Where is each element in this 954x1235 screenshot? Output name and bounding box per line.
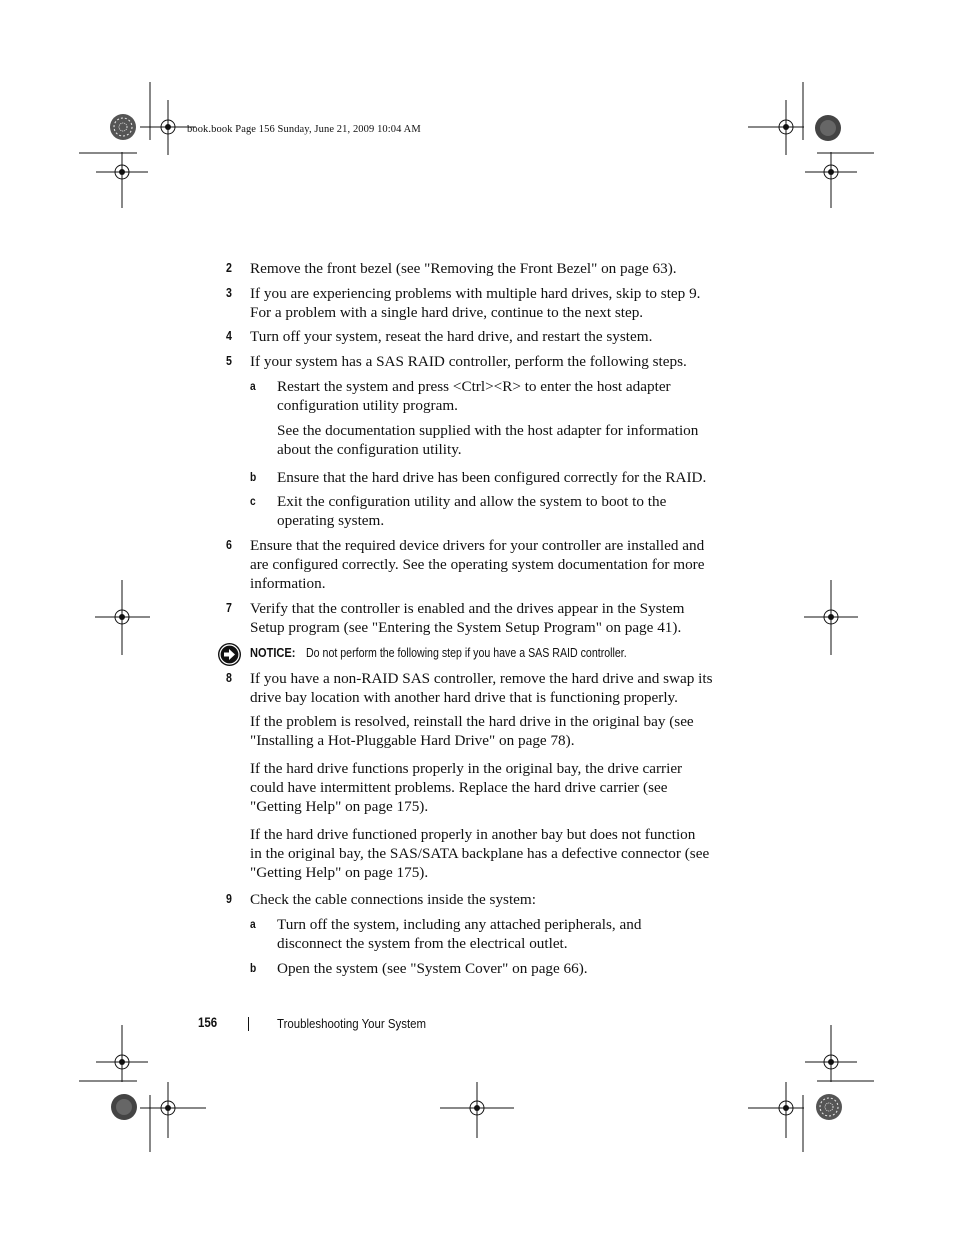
footer-divider	[248, 1017, 249, 1031]
page-number: 156	[198, 1015, 218, 1030]
substep-text-line: Turn off the system, including any attached peripherals, and	[277, 916, 642, 933]
paragraph-line: "Installing a Hot-Pluggable Hard Drive" on page 78).	[250, 732, 575, 749]
step-number: 8	[226, 671, 232, 685]
paragraph-line: could have intermittent problems. Replace the hard drive carrier (see	[250, 779, 668, 796]
step-8-paragraph	[250, 712, 720, 750]
step-text-line: Verify that the controller is enabled and the drives appear in the System	[250, 600, 685, 617]
step-text-line: If you have a non-RAID SAS controller, remove the hard drive and swap its	[250, 670, 713, 687]
step-number: 6	[226, 538, 232, 552]
step-text-line: Ensure that the required device drivers for your controller are installed and	[250, 537, 705, 554]
substep-text-line: disconnect the system from the electrical outlet.	[277, 935, 568, 952]
step-text-line: Setup program (see "Entering the System Setup Program" on page 41).	[250, 619, 682, 636]
step-text-line: drive bay location with another hard drive that is functioning properly.	[250, 689, 678, 706]
paragraph-line: If the hard drive functions properly in the original bay, the drive carrier	[250, 760, 683, 777]
step-text-line: Remove the front bezel (see "Removing the Front Bezel" on page 63).	[250, 260, 677, 277]
step-text-line: Check the cable connections inside the system:	[250, 891, 536, 908]
step-text-line: If you are experiencing problems with multiple hard drives, skip to step 9.	[250, 285, 701, 302]
notice-arrow-icon	[218, 643, 241, 666]
step-number: 3	[226, 286, 232, 300]
notice-box	[218, 643, 738, 667]
substep-text-line: configuration utility program.	[277, 397, 458, 414]
step-text-line: Turn off your system, reseat the hard drive, and restart the system.	[250, 328, 653, 345]
substep-letter: a	[250, 379, 256, 393]
step-8-paragraph	[250, 759, 720, 816]
paragraph-line: If the problem is resolved, reinstall the hard drive in the original bay (see	[250, 713, 694, 730]
substep-letter: b	[250, 470, 257, 484]
substep-5a-note	[277, 421, 727, 459]
paragraph-line: "Getting Help" on page 175).	[250, 798, 429, 815]
step-number: 2	[226, 261, 232, 275]
step-number: 5	[226, 354, 232, 368]
substep-text-line: Exit the configuration utility and allow the system to boot to the	[277, 493, 667, 510]
step-8-paragraph	[250, 825, 720, 882]
step-text-line: information.	[250, 575, 326, 592]
paragraph-line: in the original bay, the SAS/SATA backplane has a defective connector (see	[250, 845, 710, 862]
paragraph-line: See the documentation supplied with the host adapter for information	[277, 422, 699, 439]
paragraph-line: If the hard drive functioned properly in another bay but does not function	[250, 826, 696, 843]
print-header-note: book.book Page 156 Sunday, June 21, 2009 10:04 AM	[187, 124, 421, 135]
step-text-line: are configured correctly. See the operating system documentation for more	[250, 556, 705, 573]
substep-text-line: Open the system (see "System Cover" on page 66).	[277, 960, 588, 977]
notice-text: Do not perform the following step if you have a SAS RAID controller.	[306, 646, 627, 660]
step-text-line: For a problem with a single hard drive, continue to the next step.	[250, 304, 644, 321]
substep-letter: a	[250, 917, 256, 931]
substep-text-line: operating system.	[277, 512, 385, 529]
footer-section-title: Troubleshooting Your System	[277, 1016, 427, 1031]
paragraph-line: "Getting Help" on page 175).	[250, 864, 429, 881]
step-number: 9	[226, 892, 232, 906]
substep-letter: c	[250, 494, 256, 508]
step-number: 4	[226, 329, 232, 343]
substep-letter: b	[250, 961, 257, 975]
paragraph-line: about the configuration utility.	[277, 441, 462, 458]
step-number: 7	[226, 601, 232, 615]
notice-label: NOTICE:	[250, 645, 296, 660]
step-text-line: If your system has a SAS RAID controller, perform the following steps.	[250, 353, 687, 370]
substep-text-line: Ensure that the hard drive has been configured correctly for the RAID.	[277, 469, 707, 486]
substep-text-line: Restart the system and press <Ctrl><R> to enter the host adapter	[277, 378, 671, 395]
